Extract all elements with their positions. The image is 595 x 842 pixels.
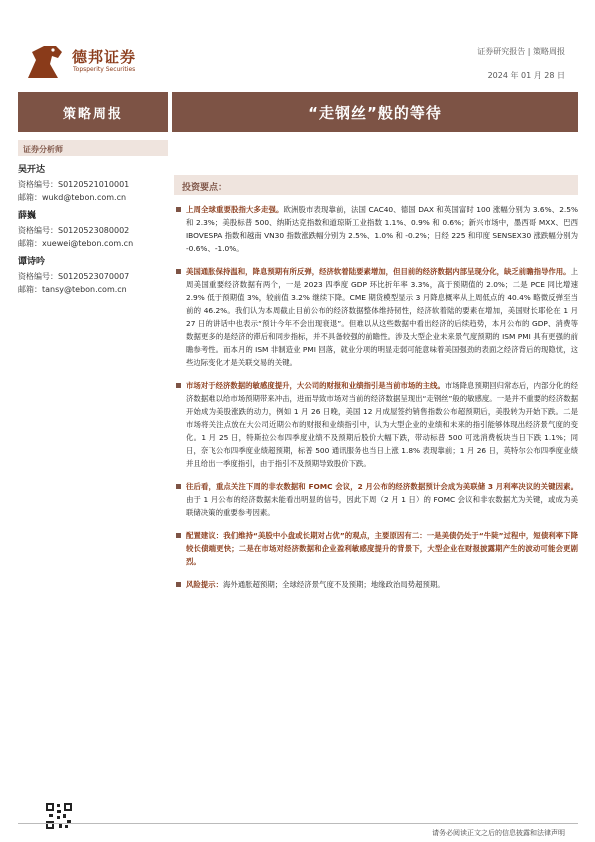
footer-divider bbox=[18, 823, 578, 824]
paragraph-body: 市场降息预期回归常态后，内部分化的经济数据难以给市场预期带来冲击，进而导致市场对当前的经济数据呈现出“走钢丝”般的敏感度。一是并不重要的经济数据开始成为美股涨跌的动力，例如 1 月 26 日晚，美国 12 月成屋签约销售指数公布超预期后，美股转为开始下跌。二是市场将关注点放在大公司近期公布的财报和业绩指引中，认为大型企业的业绩和未来的指引能够体现出经济景气度的变化。1 月 25 日，特斯拉公布四季度业绩不及预期后股价大幅下跌，带动标普 500 可选消费板块当日下跌 1.1%；同日，奈飞公布四季度业绩超预期，标普 500 通讯服务也当日上涨 1.8% 表现靠前；1 月 26 日，英特尔公布四季度业绩并且给出一季度指引，由于指引不及预期导致股价下跌。 bbox=[186, 381, 578, 468]
paragraph-body: 由于 1 月公布的经济数据未能看出明显的信号，因此下周（2 月 1 日）的 FOMC 会议和非农数据尤为关键，或成为美联储决策的重要参考因素。 bbox=[186, 495, 578, 517]
highlight-paragraph bbox=[174, 265, 578, 369]
analyst-cert: 资格编号：S0120523080002 bbox=[18, 226, 130, 235]
square-bullet-icon bbox=[176, 533, 181, 538]
brand-horse-icon bbox=[22, 38, 68, 84]
report-date: 2024 年 01 月 28 日 bbox=[487, 71, 565, 80]
investment-highlights bbox=[174, 175, 578, 601]
analyst-email[interactable]: 邮箱：wukd@tebon.com.cn bbox=[18, 193, 127, 202]
analyst-heading: 证券分析师 bbox=[18, 140, 168, 156]
square-bullet-icon bbox=[176, 484, 181, 489]
analyst-sidebar bbox=[18, 140, 168, 300]
paragraph-lead: 往后看，重点关注下周的非农数据和 FOMC 会议，2 月公布的经济数据预计会成为美联储 3 月利率决议的关键因素。 bbox=[186, 482, 578, 491]
square-bullet-icon bbox=[176, 269, 181, 274]
analyst-item bbox=[18, 254, 168, 296]
analyst-name: 薛巍 bbox=[18, 211, 37, 221]
paragraph-lead: 配置建议：我们维持“美股中小盘或长期对占优”的观点，主要原因有二：一是美债仍处于“牛陡”过程中，短债利率下降较长债端更快；二是在市场对经济数据和企业盈利敏感度提升的背景下，大型企业在财报披露期产生的波动可能会更剧烈。 bbox=[186, 531, 578, 566]
paragraph-body: 欧洲股市表现靠前，法国 CAC40、德国 DAX 和英国富时 100 涨幅分别为 3.6%、2.5% 和 2.3%；美股标普 500、纳斯达克指数和道琼斯工业指数 1.1%、0.9% 和 0.6%；新兴市场中，墨西哥 MXX、巴西 IBOVESPA 指数和越南 VN30 指数涨跌幅分别为 2.5%、1.0% 和 -0.2%；日经 225 和印度 SENSEX30 涨跌幅分别为 -0.6%、-1.0%。 bbox=[186, 205, 578, 253]
paragraph-lead: 风险提示： bbox=[186, 580, 223, 589]
analyst-name: 吴开达 bbox=[18, 165, 46, 175]
report-type: 证券研究报告 | 策略周报 bbox=[477, 47, 565, 56]
qr-code-icon bbox=[45, 802, 73, 830]
report-category-banner: 策略周报 bbox=[18, 92, 168, 132]
analyst-email[interactable]: 邮箱：tansy@tebon.com.cn bbox=[18, 285, 127, 294]
brand-name-en: Topsperity Securities bbox=[73, 66, 136, 73]
section-title: 投资要点： bbox=[174, 175, 578, 195]
square-bullet-icon bbox=[176, 582, 181, 587]
square-bullet-icon bbox=[176, 207, 181, 212]
paragraph-lead: 市场对于经济数据的敏感度提升，大公司的财报和业绩指引是当前市场的主线。 bbox=[186, 381, 445, 390]
highlight-paragraph bbox=[174, 529, 578, 568]
paragraph-body: 上周美国重要经济数据有两个，一是 2023 四季度 GDP 环比折年率 3.3%，高于预期值的 2.0%；二是 PCE 同比增速 2.9% 低于预期值 3%，较前值 3.2% 继续下降。CME 期货模型显示 3 月降息概率从上周低点的 40.4% 略微反弹至当前的 46.2%。我们认为本周截止目前公布的经济数据整体维持韧性，经济软着陆的要素在增加，美国财长耶伦在 1 月 27 日的讲话中也表示“预计今年不会出现衰退”。但难以从这些数据中看出经济的后续趋势，本月公布的 GDP、消费等数据更多的是经济的滞后和同步指标，并不具备较强的前瞻性。涉及大型企业未来景气度预期的 ISM PMI 具有更强的前瞻参考性。而本月的 ISM 非制造业 PMI 回落，就业分项的明显走弱可能意味着美国强劲的表面之经济背后的现隐忧，这些边际变化才是关联交易的关键。 bbox=[186, 267, 578, 367]
analyst-cert: 资格编号：S0120521010001 bbox=[18, 180, 130, 189]
highlight-paragraph bbox=[174, 379, 578, 470]
paragraph-body: 海外通胀超预期；全球经济景气度不及预期；地缘政治局势超预期。 bbox=[222, 580, 445, 589]
analyst-cert: 资格编号：S0120523070007 bbox=[18, 272, 130, 281]
analyst-item bbox=[18, 208, 168, 250]
brand-logo bbox=[22, 38, 172, 84]
highlight-paragraph bbox=[174, 578, 578, 591]
analyst-item bbox=[18, 162, 168, 204]
report-title: “走钢丝”般的等待 bbox=[172, 92, 578, 132]
highlight-paragraph bbox=[174, 480, 578, 519]
paragraph-lead: 美国通胀保持温和，降息预期有所反弹，经济软着陆要素增加，但目前的经济数据内部呈现分化，缺乏前瞻指导作用。 bbox=[186, 267, 571, 276]
paragraph-lead: 上周全球重要股指大多走强。 bbox=[186, 205, 284, 214]
analyst-email[interactable]: 邮箱：xuewei@tebon.com.cn bbox=[18, 239, 134, 248]
analyst-name: 谭诗吟 bbox=[18, 257, 46, 267]
square-bullet-icon bbox=[176, 383, 181, 388]
brand-name-cn: 德邦证券 bbox=[72, 48, 137, 66]
footer-disclaimer[interactable]: 请务必阅读正文之后的信息披露和法律声明 bbox=[432, 829, 565, 837]
highlight-paragraph bbox=[174, 203, 578, 255]
